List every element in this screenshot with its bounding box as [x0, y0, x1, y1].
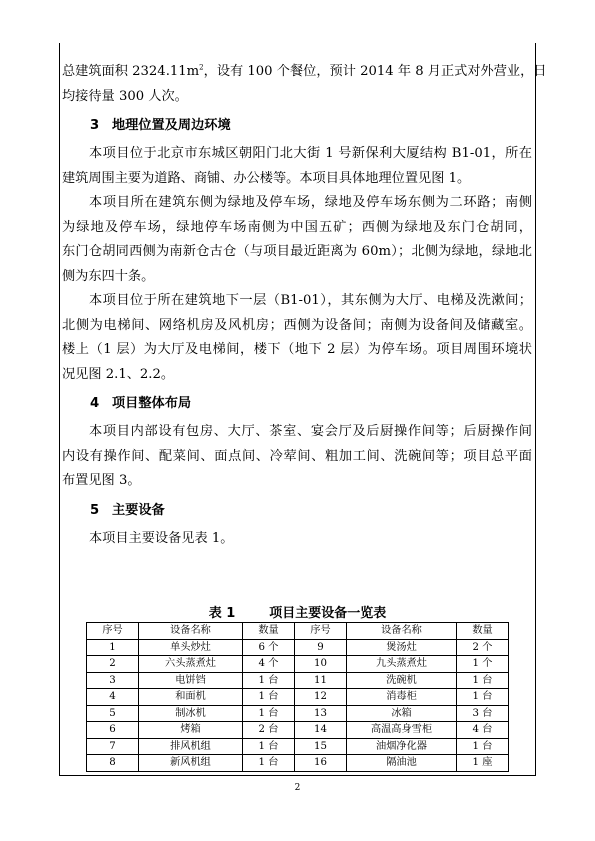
table-cell: 1 台 — [243, 755, 295, 772]
equipment-table — [86, 622, 509, 772]
table-row — [87, 755, 509, 772]
paragraph-line: 况见图 2.1、2.2。 — [62, 366, 175, 382]
table-cell: 2 — [87, 656, 139, 673]
table-cell: 制冰机 — [139, 705, 243, 722]
paragraph-line: 为绿地及停车场，绿地停车场南侧为中国五矿；西侧为绿地及东门仓胡同， — [62, 219, 532, 235]
table-header-cell: 设备名称 — [347, 623, 457, 640]
paragraph-line: 北侧为电梯间、网络机房及风机房；西侧为设备间；南侧为设备间及储藏室。 — [62, 317, 532, 333]
document-body — [59, 60, 547, 551]
table-cell: 和面机 — [139, 689, 243, 706]
table-cell: 16 — [295, 755, 347, 772]
table-cell: 4 台 — [457, 722, 509, 739]
table-cell: 2 个 — [457, 639, 509, 656]
page-number: 2 — [294, 783, 301, 793]
table-cell: 1 — [87, 639, 139, 656]
table-cell: 4 — [87, 689, 139, 706]
table-row — [87, 722, 509, 739]
table-cell: 冰箱 — [347, 705, 457, 722]
paragraph-line: 布置见图 3。 — [62, 473, 141, 488]
table-header-cell: 序号 — [87, 623, 139, 640]
table-cell: 15 — [295, 738, 347, 755]
table-row — [87, 705, 509, 722]
table-cell: 11 — [295, 672, 347, 689]
table-cell: 8 — [87, 755, 139, 772]
table-cell: 排风机组 — [139, 738, 243, 755]
table-cell: 3 台 — [457, 705, 509, 722]
table-cell: 消毒柜 — [347, 689, 457, 706]
table-cell: 6 个 — [243, 639, 295, 656]
table-cell: 3 — [87, 672, 139, 689]
table-cell: 4 个 — [243, 656, 295, 673]
paragraph-line: 本项目位于所在建筑地下一层（B1-01），其东侧为大厅、电梯及洗漱间； — [89, 293, 532, 308]
paragraph-line: 建筑周围主要为道路、商铺、办公楼等。本项目具体地理位置见图 1。 — [62, 170, 471, 186]
table-cell: 7 — [87, 738, 139, 755]
table-cell: 新风机组 — [139, 755, 243, 772]
table-cell: 12 — [295, 689, 347, 706]
paragraph-line: 本项目位于北京市东城区朝阳门北大街 1 号新保利大厦结构 B1-01，所在 — [89, 146, 532, 161]
table-header-cell: 序号 — [295, 623, 347, 640]
table-cell: 10 — [295, 656, 347, 673]
paragraph-line: 总建筑面积 $2324.11m^2$，设有 100 个餐位，预计 2014 年 8 月正式对外营业，日 — [62, 63, 547, 79]
paragraph-line: 楼上（1 层）为大厅及电梯间，楼下（地下 2 层）为停车场。项目周围环境状 — [62, 342, 532, 357]
table-cell: 5 — [87, 705, 139, 722]
table-cell: 9 — [295, 639, 347, 656]
table-cell: 1 台 — [243, 705, 295, 722]
table-cell: 1 台 — [243, 689, 295, 706]
table-cell: 六头蒸煮灶 — [139, 656, 243, 673]
table-cell: 1 台 — [457, 738, 509, 755]
table-cell: 1 台 — [457, 689, 509, 706]
table-cell: 电饼铛 — [139, 672, 243, 689]
table-cell: 1 台 — [243, 672, 295, 689]
section-heading-3: 3 地理位置及周边环境 — [90, 118, 231, 133]
table-row — [87, 656, 509, 673]
table-cell: 6 — [87, 722, 139, 739]
table-header-cell: 数量 — [457, 623, 509, 640]
paragraph-line: 本项目主要设备见表 1。 — [89, 530, 234, 546]
table-cell: 烤箱 — [139, 722, 243, 739]
table-cell: 13 — [295, 705, 347, 722]
table-header-cell: 设备名称 — [139, 623, 243, 640]
table-cell: 2 台 — [243, 722, 295, 739]
table-cell: 九头蒸煮灶 — [347, 656, 457, 673]
table-cell: 单头炒灶 — [139, 639, 243, 656]
table-caption: 表 1 项目主要设备一览表 — [208, 606, 387, 621]
table-row — [87, 639, 509, 656]
paragraph-line: 均接待量 300 人次。 — [62, 88, 188, 104]
table-cell: 1 个 — [457, 656, 509, 673]
paragraph-line: 侧为东四十条。 — [62, 268, 155, 284]
table-cell: 1 座 — [457, 755, 509, 772]
table-cell: 洗碗机 — [347, 672, 457, 689]
table-cell: 煲汤灶 — [347, 639, 457, 656]
table-row — [87, 738, 509, 755]
section-heading-4: 4 项目整体布局 — [90, 396, 192, 411]
paragraph-line: 本项目所在建筑东侧为绿地及停车场，绿地及停车场东侧为二环路；南侧 — [89, 195, 532, 210]
paragraph-line: 本项目内部设有包房、大厅、茶室、宴会厅及后厨操作间等；后厨操作间 — [89, 424, 532, 439]
paragraph-line: 东门仓胡同西侧为南新仓古仓（与项目最近距离为 60m）；北侧为绿地，绿地北 — [62, 244, 532, 259]
table-row — [87, 672, 509, 689]
table-header-cell: 数量 — [243, 623, 295, 640]
table-cell: 14 — [295, 722, 347, 739]
table-cell: 1 台 — [243, 738, 295, 755]
table-cell: 1 台 — [457, 672, 509, 689]
section-heading-5: 5 主要设备 — [90, 502, 165, 518]
table-cell: 隔油池 — [347, 755, 457, 772]
paragraph-line: 内设有操作间、配菜间、面点间、冷荤间、粗加工间、洗碗间等；项目总平面 — [62, 448, 532, 464]
table-cell: 高温高身雪柜 — [347, 722, 457, 739]
table-cell: 油烟净化器 — [347, 738, 457, 755]
table-header-row — [87, 623, 509, 640]
table-row — [87, 689, 509, 706]
